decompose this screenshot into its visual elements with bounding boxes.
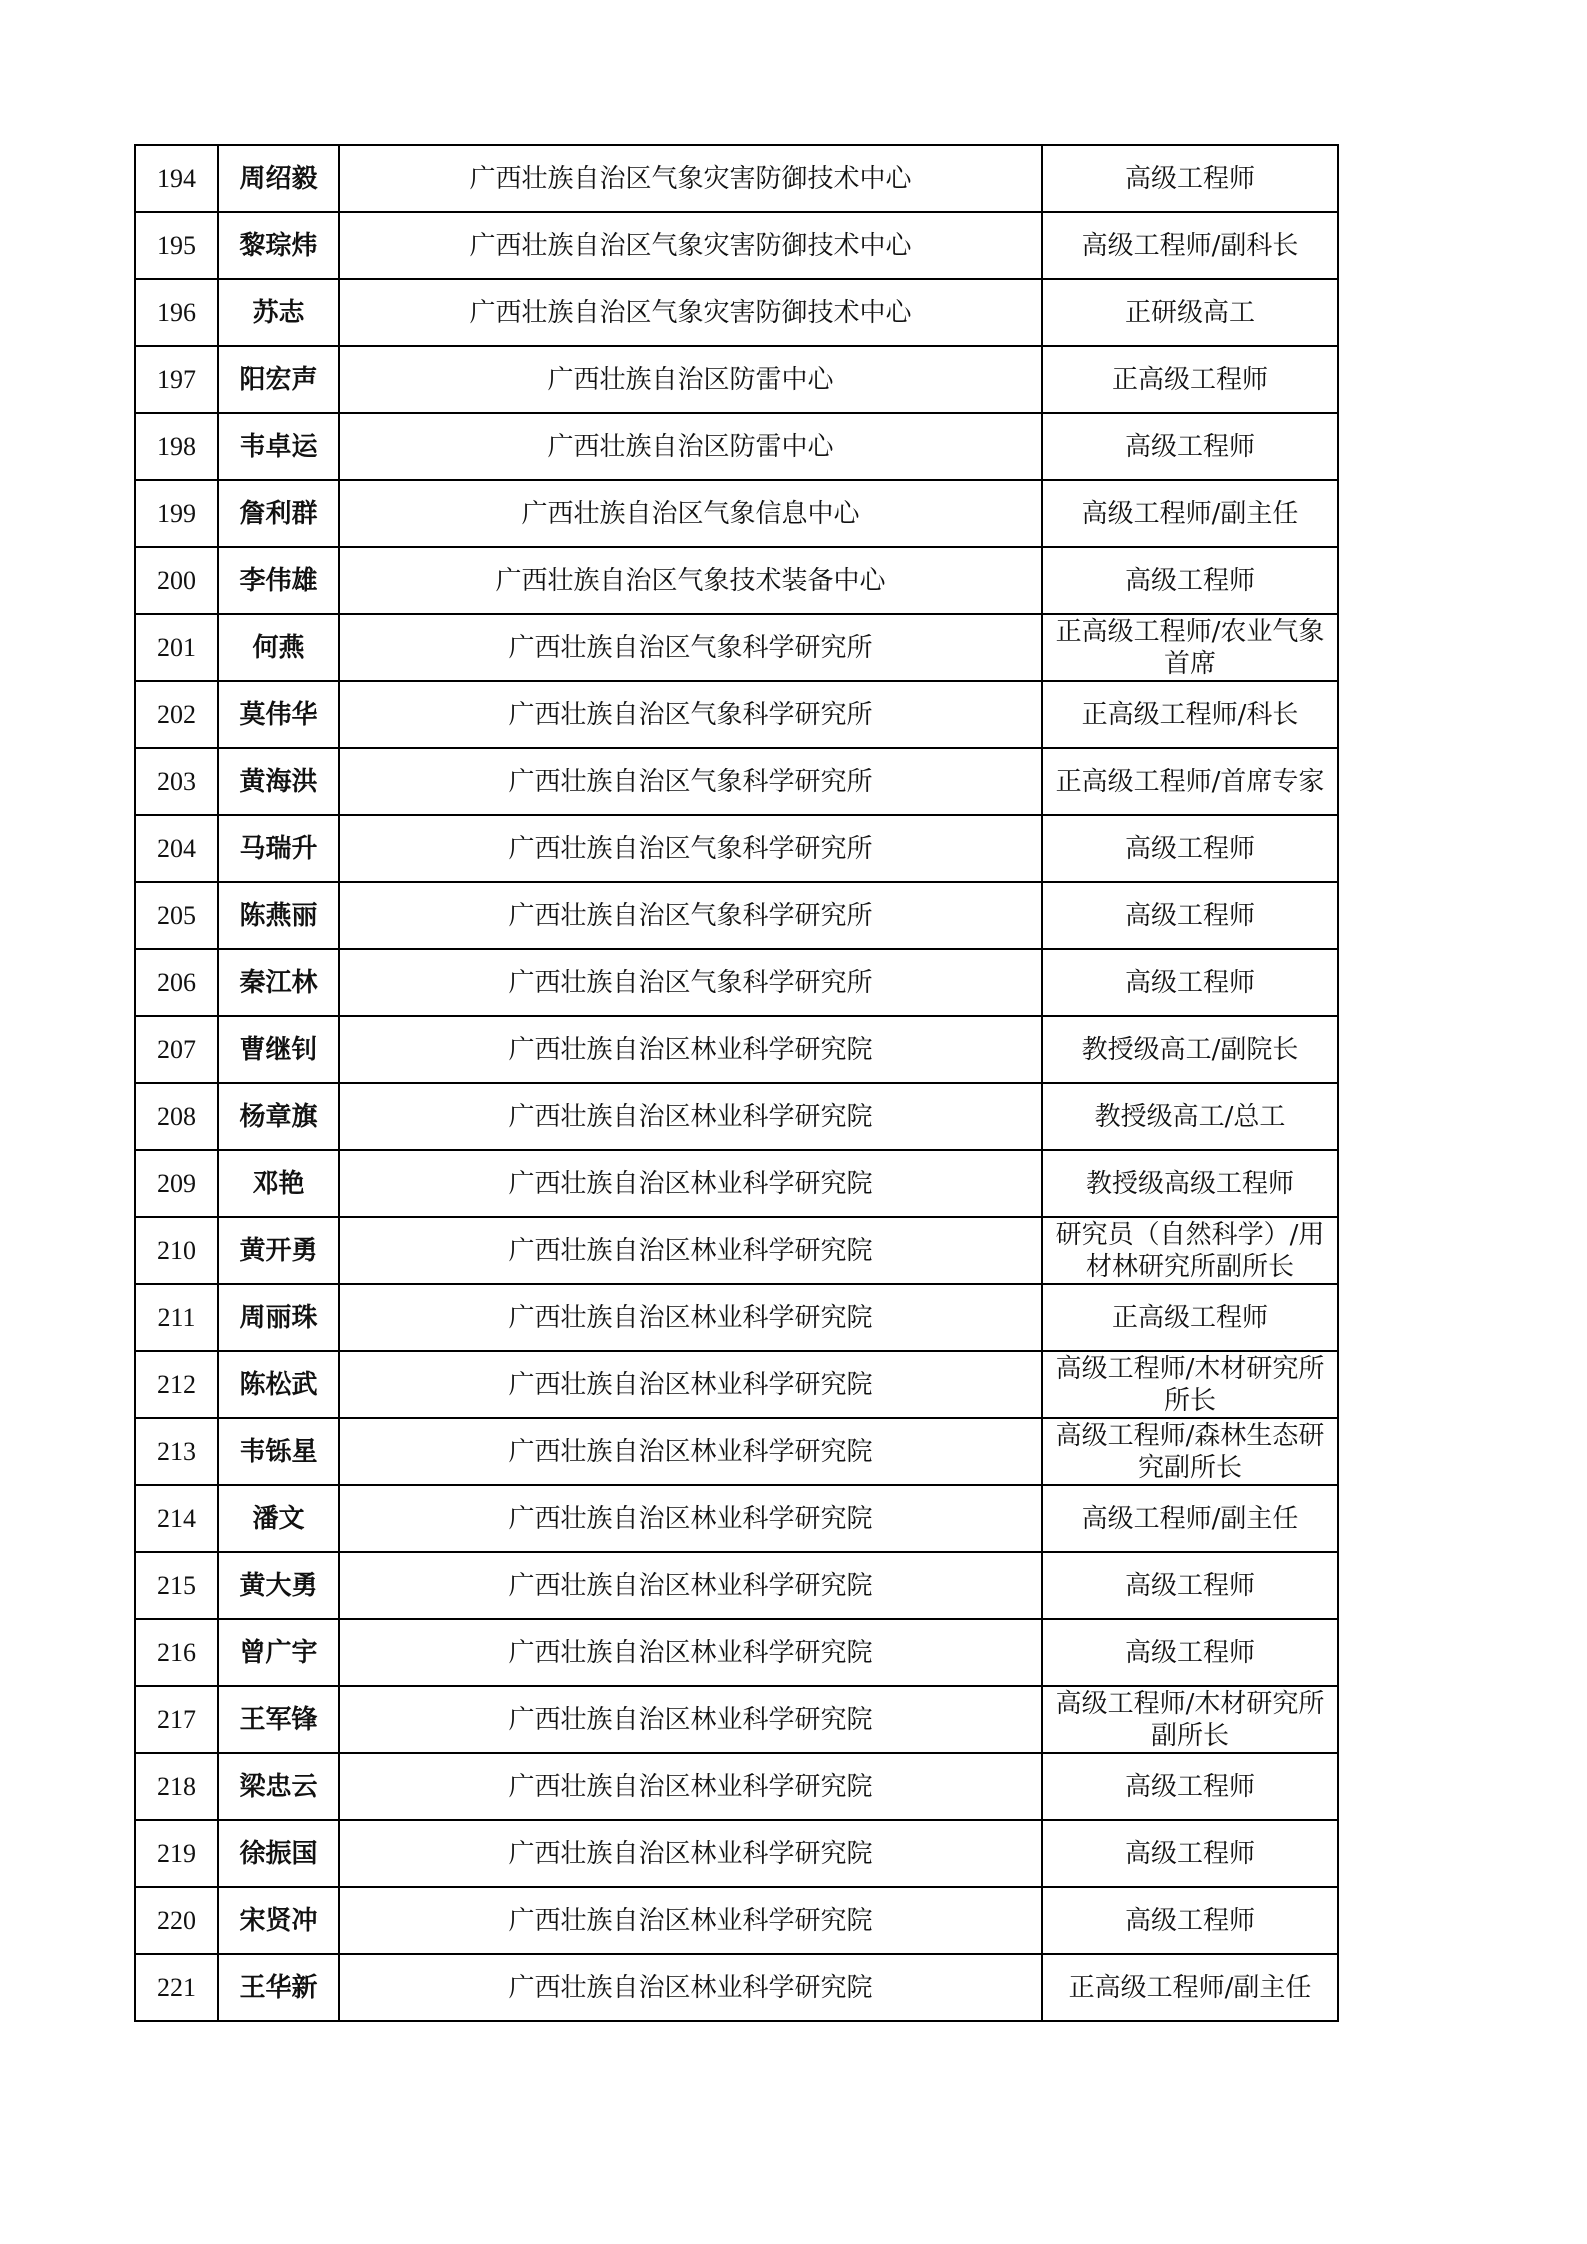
table-body — [135, 145, 1338, 2021]
row-number-cell: 200 — [135, 547, 218, 614]
table-row — [135, 1217, 1338, 1284]
person-name-cell: 阳宏声 — [218, 346, 339, 413]
job-title-cell: 高级工程师 — [1042, 1619, 1338, 1686]
work-unit-cell: 广西壮族自治区气象信息中心 — [339, 480, 1042, 547]
row-number-cell: 208 — [135, 1083, 218, 1150]
work-unit-cell: 广西壮族自治区林业科学研究院 — [339, 1753, 1042, 1820]
table-row — [135, 1552, 1338, 1619]
table-row — [135, 882, 1338, 949]
person-name-cell: 曾广宇 — [218, 1619, 339, 1686]
row-number-cell: 206 — [135, 949, 218, 1016]
row-number-cell: 217 — [135, 1686, 218, 1753]
job-title-cell: 正高级工程师 — [1042, 346, 1338, 413]
row-number-cell: 219 — [135, 1820, 218, 1887]
row-number-cell: 212 — [135, 1351, 218, 1418]
row-number-cell: 215 — [135, 1552, 218, 1619]
job-title-cell: 高级工程师 — [1042, 949, 1338, 1016]
work-unit-cell: 广西壮族自治区林业科学研究院 — [339, 1954, 1042, 2021]
row-number-cell: 207 — [135, 1016, 218, 1083]
row-number-cell: 197 — [135, 346, 218, 413]
table-row — [135, 346, 1338, 413]
work-unit-cell: 广西壮族自治区气象技术装备中心 — [339, 547, 1042, 614]
work-unit-cell: 广西壮族自治区林业科学研究院 — [339, 1351, 1042, 1418]
row-number-cell: 204 — [135, 815, 218, 882]
job-title-cell: 高级工程师 — [1042, 1887, 1338, 1954]
job-title-cell: 高级工程师 — [1042, 413, 1338, 480]
row-number-cell: 196 — [135, 279, 218, 346]
work-unit-cell: 广西壮族自治区林业科学研究院 — [339, 1820, 1042, 1887]
row-number-cell: 195 — [135, 212, 218, 279]
personnel-table — [134, 144, 1339, 2022]
work-unit-cell: 广西壮族自治区林业科学研究院 — [339, 1284, 1042, 1351]
table-row — [135, 1351, 1338, 1418]
work-unit-cell: 广西壮族自治区林业科学研究院 — [339, 1418, 1042, 1485]
row-number-cell: 211 — [135, 1284, 218, 1351]
row-number-cell: 194 — [135, 145, 218, 212]
table-row — [135, 547, 1338, 614]
job-title-cell: 正高级工程师/农业气象首席 — [1042, 614, 1338, 681]
work-unit-cell: 广西壮族自治区林业科学研究院 — [339, 1083, 1042, 1150]
job-title-cell: 高级工程师 — [1042, 145, 1338, 212]
table-row — [135, 681, 1338, 748]
table-row — [135, 949, 1338, 1016]
job-title-cell: 高级工程师/木材研究所所长 — [1042, 1351, 1338, 1418]
work-unit-cell: 广西壮族自治区林业科学研究院 — [339, 1016, 1042, 1083]
person-name-cell: 苏志 — [218, 279, 339, 346]
table-row — [135, 1016, 1338, 1083]
work-unit-cell: 广西壮族自治区气象科学研究所 — [339, 681, 1042, 748]
row-number-cell: 198 — [135, 413, 218, 480]
work-unit-cell: 广西壮族自治区气象科学研究所 — [339, 882, 1042, 949]
table-row — [135, 413, 1338, 480]
work-unit-cell: 广西壮族自治区气象灾害防御技术中心 — [339, 145, 1042, 212]
job-title-cell: 教授级高工/副院长 — [1042, 1016, 1338, 1083]
person-name-cell: 詹利群 — [218, 480, 339, 547]
table-row — [135, 1820, 1338, 1887]
person-name-cell: 韦铄星 — [218, 1418, 339, 1485]
row-number-cell: 218 — [135, 1753, 218, 1820]
person-name-cell: 周绍毅 — [218, 145, 339, 212]
person-name-cell: 韦卓运 — [218, 413, 339, 480]
person-name-cell: 潘文 — [218, 1485, 339, 1552]
person-name-cell: 马瑞升 — [218, 815, 339, 882]
work-unit-cell: 广西壮族自治区气象科学研究所 — [339, 949, 1042, 1016]
job-title-cell: 正高级工程师/首席专家 — [1042, 748, 1338, 815]
work-unit-cell: 广西壮族自治区林业科学研究院 — [339, 1552, 1042, 1619]
table-row — [135, 1284, 1338, 1351]
table-row — [135, 614, 1338, 681]
table-row — [135, 748, 1338, 815]
person-name-cell: 陈燕丽 — [218, 882, 339, 949]
table-row — [135, 1485, 1338, 1552]
person-name-cell: 邓艳 — [218, 1150, 339, 1217]
job-title-cell: 高级工程师 — [1042, 1820, 1338, 1887]
row-number-cell: 199 — [135, 480, 218, 547]
job-title-cell: 高级工程师/副主任 — [1042, 1485, 1338, 1552]
job-title-cell: 正高级工程师 — [1042, 1284, 1338, 1351]
job-title-cell: 高级工程师/副主任 — [1042, 480, 1338, 547]
person-name-cell: 莫伟华 — [218, 681, 339, 748]
person-name-cell: 李伟雄 — [218, 547, 339, 614]
person-name-cell: 黄开勇 — [218, 1217, 339, 1284]
row-number-cell: 205 — [135, 882, 218, 949]
row-number-cell: 202 — [135, 681, 218, 748]
job-title-cell: 高级工程师/木材研究所副所长 — [1042, 1686, 1338, 1753]
table-row — [135, 1686, 1338, 1753]
row-number-cell: 214 — [135, 1485, 218, 1552]
job-title-cell: 高级工程师 — [1042, 882, 1338, 949]
person-name-cell: 黄大勇 — [218, 1552, 339, 1619]
table-row — [135, 480, 1338, 547]
work-unit-cell: 广西壮族自治区林业科学研究院 — [339, 1485, 1042, 1552]
person-name-cell: 何燕 — [218, 614, 339, 681]
job-title-cell: 高级工程师/副科长 — [1042, 212, 1338, 279]
work-unit-cell: 广西壮族自治区防雷中心 — [339, 346, 1042, 413]
work-unit-cell: 广西壮族自治区防雷中心 — [339, 413, 1042, 480]
person-name-cell: 曹继钊 — [218, 1016, 339, 1083]
table-row — [135, 1887, 1338, 1954]
person-name-cell: 梁忠云 — [218, 1753, 339, 1820]
work-unit-cell: 广西壮族自治区林业科学研究院 — [339, 1686, 1042, 1753]
row-number-cell: 203 — [135, 748, 218, 815]
work-unit-cell: 广西壮族自治区气象科学研究所 — [339, 748, 1042, 815]
job-title-cell: 正研级高工 — [1042, 279, 1338, 346]
work-unit-cell: 广西壮族自治区林业科学研究院 — [339, 1217, 1042, 1284]
person-name-cell: 黎琮炜 — [218, 212, 339, 279]
table-row — [135, 815, 1338, 882]
work-unit-cell: 广西壮族自治区气象科学研究所 — [339, 815, 1042, 882]
work-unit-cell: 广西壮族自治区林业科学研究院 — [339, 1887, 1042, 1954]
person-name-cell: 杨章旗 — [218, 1083, 339, 1150]
job-title-cell: 高级工程师 — [1042, 815, 1338, 882]
table-row — [135, 1150, 1338, 1217]
job-title-cell: 研究员（自然科学）/用材林研究所副所长 — [1042, 1217, 1338, 1284]
table-row — [135, 1418, 1338, 1485]
row-number-cell: 213 — [135, 1418, 218, 1485]
table-row — [135, 1083, 1338, 1150]
job-title-cell: 高级工程师/森林生态研究副所长 — [1042, 1418, 1338, 1485]
person-name-cell: 宋贤冲 — [218, 1887, 339, 1954]
table-row — [135, 1954, 1338, 2021]
row-number-cell: 209 — [135, 1150, 218, 1217]
work-unit-cell: 广西壮族自治区气象灾害防御技术中心 — [339, 279, 1042, 346]
table-row — [135, 1753, 1338, 1820]
row-number-cell: 201 — [135, 614, 218, 681]
work-unit-cell: 广西壮族自治区林业科学研究院 — [339, 1150, 1042, 1217]
table-row — [135, 1619, 1338, 1686]
job-title-cell: 高级工程师 — [1042, 1552, 1338, 1619]
person-name-cell: 陈松武 — [218, 1351, 339, 1418]
job-title-cell: 正高级工程师/副主任 — [1042, 1954, 1338, 2021]
job-title-cell: 教授级高级工程师 — [1042, 1150, 1338, 1217]
row-number-cell: 210 — [135, 1217, 218, 1284]
table-row — [135, 145, 1338, 212]
job-title-cell: 高级工程师 — [1042, 1753, 1338, 1820]
table-row — [135, 212, 1338, 279]
work-unit-cell: 广西壮族自治区林业科学研究院 — [339, 1619, 1042, 1686]
work-unit-cell: 广西壮族自治区气象科学研究所 — [339, 614, 1042, 681]
job-title-cell: 正高级工程师/科长 — [1042, 681, 1338, 748]
work-unit-cell: 广西壮族自治区气象灾害防御技术中心 — [339, 212, 1042, 279]
job-title-cell: 教授级高工/总工 — [1042, 1083, 1338, 1150]
row-number-cell: 220 — [135, 1887, 218, 1954]
person-name-cell: 周丽珠 — [218, 1284, 339, 1351]
person-name-cell: 王华新 — [218, 1954, 339, 2021]
person-name-cell: 徐振国 — [218, 1820, 339, 1887]
person-name-cell: 秦江林 — [218, 949, 339, 1016]
table-row — [135, 279, 1338, 346]
job-title-cell: 高级工程师 — [1042, 547, 1338, 614]
person-name-cell: 黄海洪 — [218, 748, 339, 815]
row-number-cell: 216 — [135, 1619, 218, 1686]
row-number-cell: 221 — [135, 1954, 218, 2021]
person-name-cell: 王军锋 — [218, 1686, 339, 1753]
